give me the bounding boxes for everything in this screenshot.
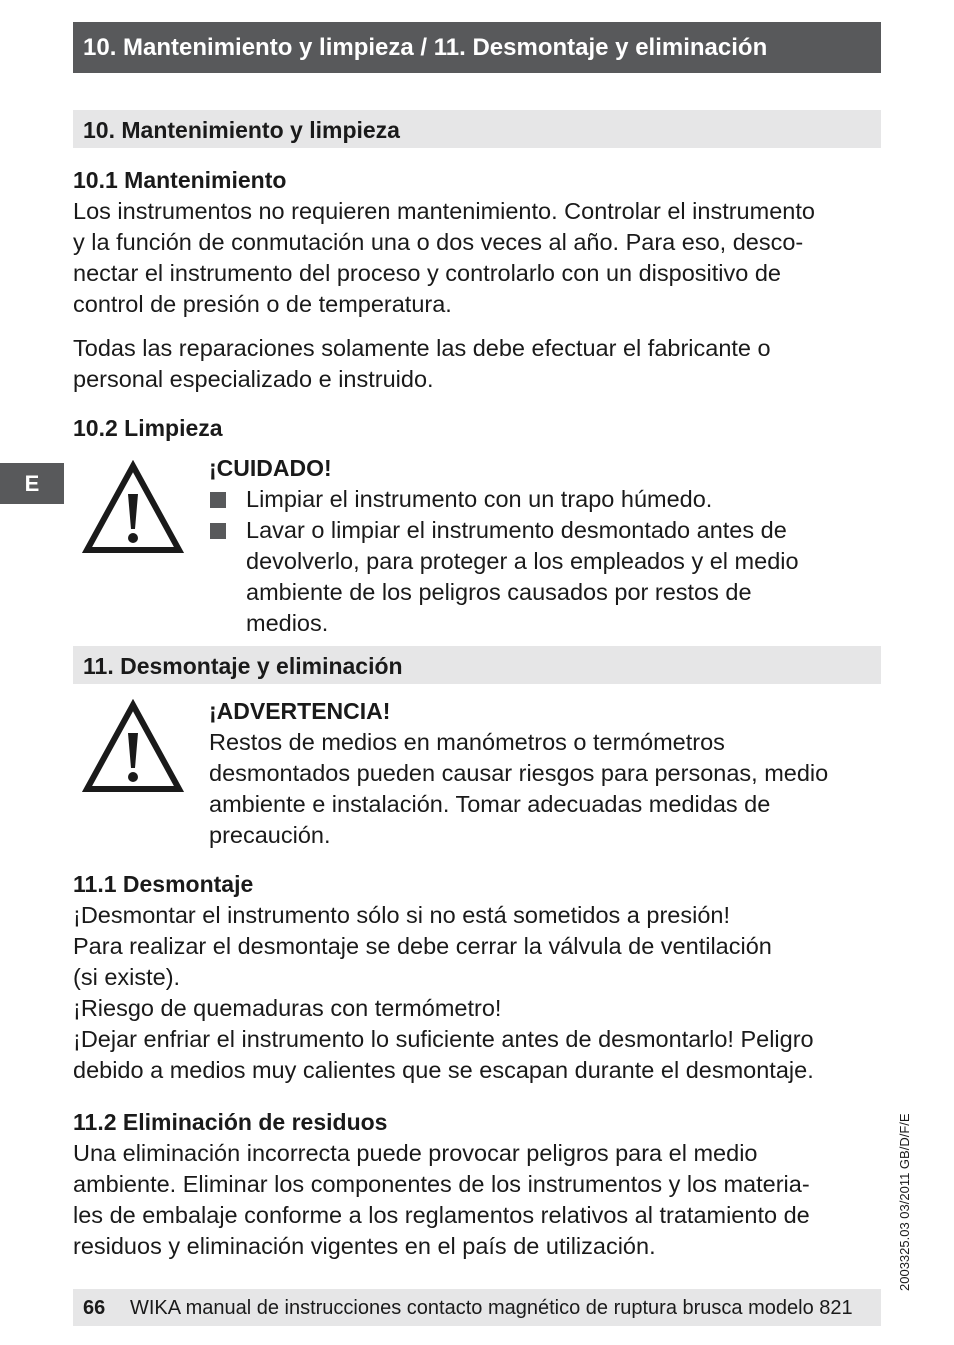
section-11-title: 11. Desmontaje y eliminación xyxy=(73,646,881,684)
disposal-paragraph xyxy=(73,1138,893,1262)
warning-triangle-icon xyxy=(82,460,184,556)
caution-label: ¡CUIDADO! xyxy=(209,455,332,481)
page-header: 10. Mantenimiento y limpieza / 11. Desmontaje y eliminación xyxy=(73,22,881,73)
section-10-title: 10. Mantenimiento y limpieza xyxy=(73,110,881,148)
cleaning-bullet-list xyxy=(209,484,869,639)
text-line: medios. xyxy=(246,610,329,636)
text-line: les de embalaje conforme a los reglamentos relativos al tratamiento de xyxy=(73,1202,810,1228)
subsection-11-2-heading: 11.2 Eliminación de residuos xyxy=(73,1109,388,1135)
warning-label: ¡ADVERTENCIA! xyxy=(209,698,391,724)
text-line: desmontados pueden causar riesgos para personas, medio xyxy=(209,760,829,786)
text-line: nectar el instrumento del proceso y controlarlo con un dispositivo de xyxy=(73,260,781,286)
text-line: residuos y eliminación vigentes en el país de utilización. xyxy=(73,1233,656,1259)
text-line: personal especializado e instruido. xyxy=(73,366,434,392)
text-line: Una eliminación incorrecta puede provocar peligros para el medio xyxy=(73,1140,758,1166)
text-line: Lavar o limpiar el instrumento desmontado antes de xyxy=(246,517,787,543)
text-line: control de presión o de temperatura. xyxy=(73,291,452,317)
dismounting-paragraph xyxy=(73,900,893,1086)
text-line: ambiente de los peligros causados por restos de xyxy=(246,579,752,605)
text-line: Limpiar el instrumento con un trapo húmedo. xyxy=(246,486,713,512)
text-line: ¡Dejar enfriar el instrumento lo suficiente antes de desmontarlo! Peligro xyxy=(73,1026,814,1052)
text-line: devolverlo, para proteger a los empleados y el medio xyxy=(246,548,799,574)
bullet-square-icon xyxy=(210,492,226,508)
bullet-square-icon xyxy=(210,523,226,539)
maintenance-paragraph-2 xyxy=(73,333,893,395)
text-line: Para realizar el desmontaje se debe cerrar la válvula de ventilación xyxy=(73,933,772,959)
footer-text: WIKA manual de instrucciones contacto magnético de ruptura brusca modelo 821 xyxy=(130,1297,853,1319)
text-line: ¡Desmontar el instrumento sólo si no está sometidos a presión! xyxy=(73,902,731,928)
text-line: ¡Riesgo de quemaduras con termómetro! xyxy=(73,995,502,1021)
list-item xyxy=(209,515,869,639)
text-line: ambiente. Eliminar los componentes de los instrumentos y los materia- xyxy=(73,1171,810,1197)
text-line: Restos de medios en manómetros o termómetros xyxy=(209,729,725,755)
text-line: ambiente e instalación. Tomar adecuadas medidas de xyxy=(209,791,771,817)
subsection-10-2-heading: 10.2 Limpieza xyxy=(73,415,223,441)
text-line: y la función de conmutación una o dos veces al año. Para eso, desco- xyxy=(73,229,804,255)
page-footer xyxy=(73,1289,881,1326)
subsection-10-1-heading: 10.1 Mantenimiento xyxy=(73,167,287,193)
text-line: Todas las reparaciones solamente las debe efectuar el fabricante o xyxy=(73,335,771,361)
document-code: 2003325.03 03/2011 GB/D/F/E xyxy=(897,1113,912,1291)
language-tab: E xyxy=(0,463,64,504)
list-item xyxy=(209,484,869,515)
warning-triangle-icon xyxy=(82,699,184,795)
text-line: precaución. xyxy=(209,822,331,848)
page-number: 66 xyxy=(83,1297,106,1319)
text-line: debido a medios muy calientes que se escapan durante el desmontaje. xyxy=(73,1057,814,1083)
warning-text xyxy=(209,727,881,851)
text-line: Los instrumentos no requieren mantenimiento. Controlar el instrumento xyxy=(73,198,815,224)
subsection-11-1-heading: 11.1 Desmontaje xyxy=(73,871,254,897)
maintenance-paragraph-1 xyxy=(73,196,893,320)
text-line: (si existe). xyxy=(73,964,181,990)
